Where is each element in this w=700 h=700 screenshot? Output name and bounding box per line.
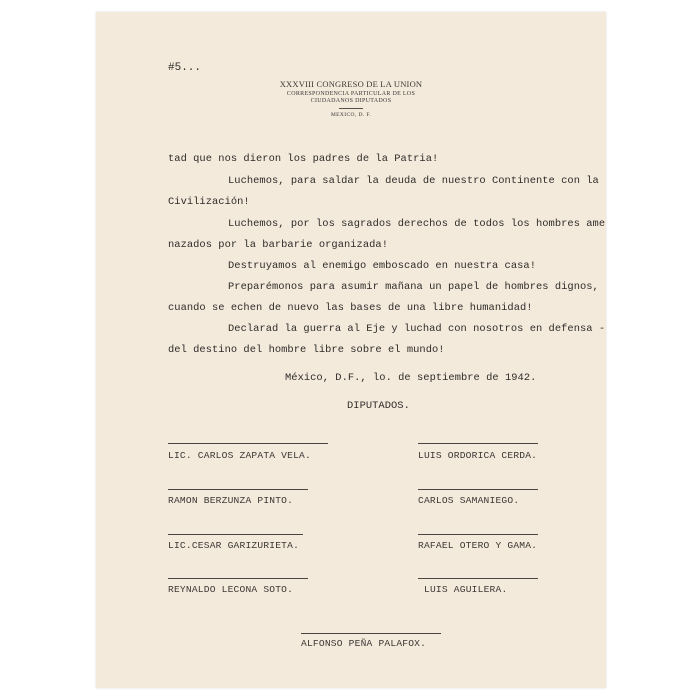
signature-name: LUIS AGUILERA. [424, 584, 508, 595]
letterhead-line-2: CIUDADANOS DIPUTADOS [310, 98, 392, 104]
body-line: Declarad la guerra al Eje y luchad con nosotros en defensa - [228, 323, 606, 335]
signature-name: RAFAEL OTERO Y GAMA. [418, 540, 538, 551]
signature-name: LUIS ORDORICA CERDA. [418, 450, 538, 461]
signature-rule [301, 633, 441, 634]
signature-rule [168, 489, 308, 490]
body-line: Preparémonos para asumir mañana un papel de hombres dignos, [228, 281, 599, 293]
body-line: Luchemos, para saldar la deuda de nuestro Continente con la [228, 175, 599, 187]
letterhead-title: XXXVIII CONGRESO DE LA UNION [279, 79, 423, 89]
body-line: Luchemos, por los sagrados derechos de todos los hombres ame [228, 218, 606, 230]
document-page [96, 12, 606, 688]
signature-rule [168, 534, 303, 535]
letterhead-line-1: CORRESPONDENCIA PARTICULAR DE LOS [286, 91, 416, 97]
page-number: #5... [168, 62, 202, 74]
signature-rule [418, 578, 538, 579]
letterhead [96, 79, 606, 118]
signature-name: ALFONSO PEÑA PALAFOX. [301, 638, 427, 649]
letterhead-divider [339, 108, 363, 109]
body-line: del destino del hombre libre sobre el mundo! [168, 344, 445, 356]
signature-rule [168, 443, 328, 444]
body-line: Civilización! [168, 196, 250, 208]
body-line: nazados por la barbarie organizada! [168, 239, 388, 251]
signature-rule [168, 578, 308, 579]
letterhead-place: MEXICO, D. F. [330, 112, 372, 118]
signature-name: REYNALDO LECONA SOTO. [168, 584, 294, 595]
date-line: México, D.F., lo. de septiembre de 1942. [285, 372, 537, 384]
signature-rule [418, 489, 538, 490]
body-line: tad que nos dieron los padres de la Patria! [168, 153, 439, 165]
signature-name: RAMON BERZUNZA PINTO. [168, 495, 294, 506]
group-label: DIPUTADOS. [347, 400, 410, 412]
body-line: Destruyamos al enemigo emboscado en nuestra casa! [228, 260, 536, 272]
signature-rule [418, 443, 538, 444]
signature-rule [418, 534, 538, 535]
signature-name: LIC.CESAR GARIZURIETA. [168, 540, 300, 551]
body-line: cuando se echen de nuevo las bases de una libre humanidad! [168, 302, 533, 314]
signature-name: CARLOS SAMANIEGO. [418, 495, 520, 506]
signature-name: LIC. CARLOS ZAPATA VELA. [168, 450, 311, 461]
